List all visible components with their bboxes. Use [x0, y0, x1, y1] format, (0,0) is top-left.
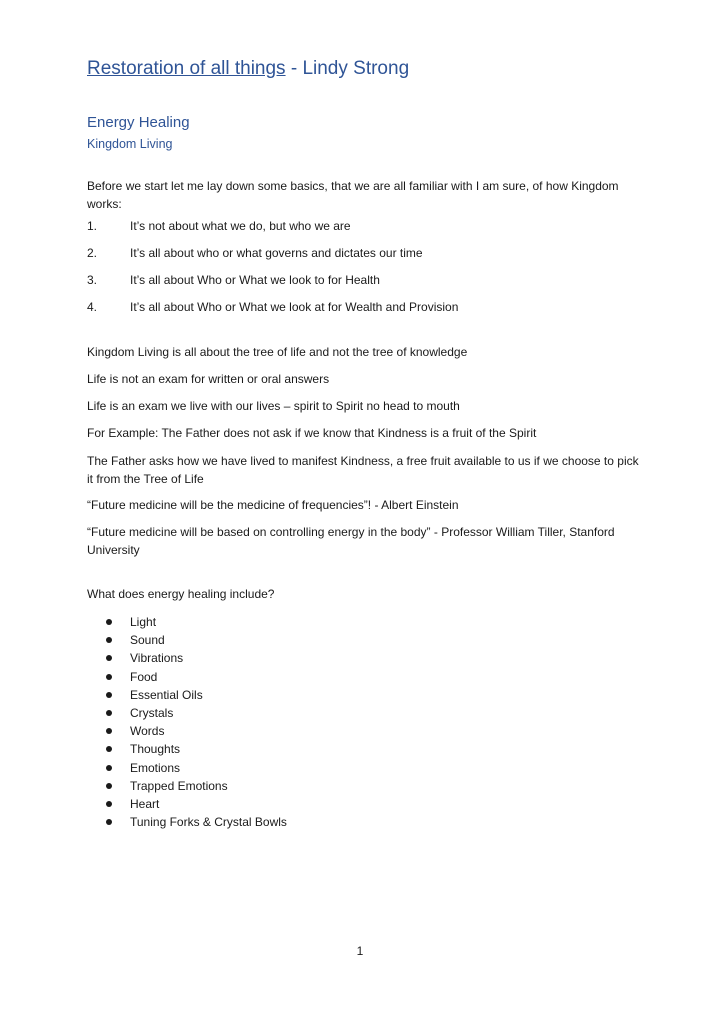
bullet-icon: [106, 819, 112, 825]
title-separator: -: [285, 58, 303, 79]
title-main: Restoration of all things: [87, 58, 286, 79]
list-item: Food: [106, 668, 287, 686]
item-number: 4.: [87, 300, 98, 314]
bullet-icon: [106, 637, 112, 643]
quote-einstein: “Future medicine will be the medicine of frequencies”! - Albert Einstein: [87, 498, 459, 512]
list-item: Crystals: [106, 704, 287, 722]
list-item: Tuning Forks & Crystal Bowls: [106, 813, 287, 831]
paragraph: For Example: The Father does not ask if we know that Kindness is a fruit of the Spirit: [87, 426, 537, 440]
list-item: Vibrations: [106, 649, 287, 667]
question-paragraph: What does energy healing include?: [87, 587, 275, 601]
paragraph: Life is an exam we live with our lives – spirit to Spirit no head to mouth: [87, 399, 460, 413]
list-item: Heart: [106, 795, 287, 813]
list-item: Trapped Emotions: [106, 777, 287, 795]
numbered-item: [87, 298, 458, 316]
bullet-icon: [106, 692, 112, 698]
list-item: Light: [106, 613, 287, 631]
bullet-icon: [106, 710, 112, 716]
item-number: 1.: [87, 219, 98, 233]
section-subheading: Kingdom Living: [87, 137, 173, 151]
bullet-icon: [106, 728, 112, 734]
bullet-icon: [106, 765, 112, 771]
paragraph: Life is not an exam for written or oral answers: [87, 372, 330, 386]
paragraph: Kingdom Living is all about the tree of life and not the tree of knowledge: [87, 345, 468, 359]
list-item: Essential Oils: [106, 686, 287, 704]
page-number: 1: [356, 944, 364, 958]
item-number: 2.: [87, 246, 98, 260]
list-item: Words: [106, 722, 287, 740]
bullet-icon: [106, 674, 112, 680]
section-heading: Energy Healing: [87, 114, 190, 131]
document-title: [87, 58, 409, 80]
bullet-icon: [106, 655, 112, 661]
title-author: Lindy Strong: [302, 58, 410, 79]
item-text: It’s all about Who or What we look to for Health: [130, 273, 380, 287]
list-item: Sound: [106, 631, 287, 649]
item-text: It’s not about what we do, but who we are: [130, 219, 351, 233]
paragraph: The Father asks how we have lived to manifest Kindness, a free fruit available to us if we choose to pick it from the Tree of Life: [87, 454, 639, 486]
bullet-icon: [106, 746, 112, 752]
list-item: Thoughts: [106, 740, 287, 758]
numbered-item: [87, 271, 380, 289]
item-text: It’s all about who or what governs and dictates our time: [130, 246, 423, 260]
list-item: Emotions: [106, 759, 287, 777]
bullet-icon: [106, 801, 112, 807]
bullet-icon: [106, 619, 112, 625]
numbered-item: [87, 217, 351, 235]
item-text: It’s all about Who or What we look at for Wealth and Provision: [130, 300, 459, 314]
bullet-icon: [106, 783, 112, 789]
numbered-item: [87, 244, 423, 262]
item-number: 3.: [87, 273, 98, 287]
intro-paragraph: Before we start let me lay down some basics, that we are all familiar with I am sure, of how Kingdom works:: [87, 179, 619, 211]
quote-tiller: “Future medicine will be based on controlling energy in the body” - Professor William Tiller, Stanford University: [87, 525, 615, 557]
bullet-list: [106, 613, 287, 831]
